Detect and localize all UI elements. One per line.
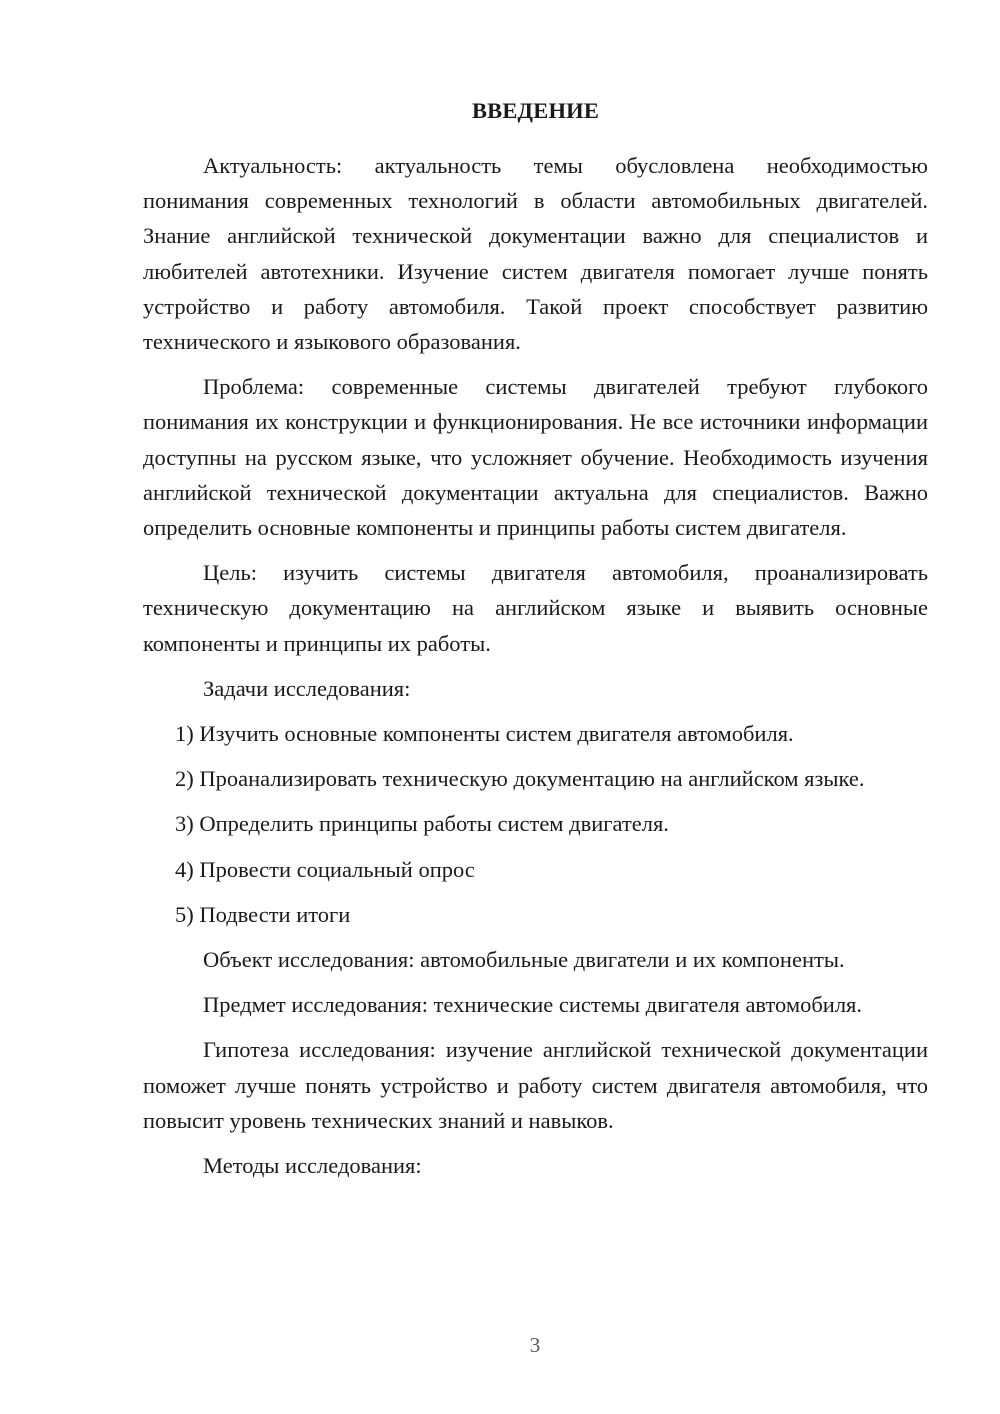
goal-paragraph: Цель: изучить системы двигателя автомобиля, проанализировать техническую документацию на английском языке и выявить основные компоненты и принципы их работы.	[143, 560, 928, 656]
document-page	[143, 93, 928, 1193]
list-item: 2) Проанализировать техническую документацию на английском языке.	[175, 766, 865, 792]
tasks-heading: Задачи исследования:	[203, 675, 411, 701]
list-item: 5) Подвести итоги	[175, 901, 351, 927]
list-item: 4) Провести социальный опрос	[175, 856, 475, 882]
problem-paragraph: Проблема: современные системы двигателей требуют глубокого понимания их конструкции и функционирования. Не все источники информации доступны на русском языке, что усложняет обучение. Необходимость изучения английской технической документации актуальна для специалистов. Важно определить основные компоненты и принципы работы систем двигателя.	[143, 374, 928, 541]
methods-heading: Методы исследования:	[203, 1153, 422, 1179]
hypothesis-paragraph: Гипотеза исследования: изучение английской технической документации поможет лучше понять устройство и работу систем двигателя автомобиля, что повысит уровень технических знаний и навыков.	[143, 1037, 928, 1133]
relevance-paragraph: Актуальность: актуальность темы обусловлена необходимостью понимания современных технологий в области автомобильных двигателей. Знание английской технической документации важно для специалистов и любителей автотехники. Изучение систем двигателя помогает лучше понять устройство и работу автомобиля. Такой проект способствует развитию технического и языкового образования.	[143, 153, 928, 355]
page-number: 3	[529, 1333, 541, 1357]
list-item: 3) Определить принципы работы систем двигателя.	[175, 811, 669, 837]
list-item: 1) Изучить основные компоненты систем двигателя автомобиля.	[175, 721, 794, 747]
subject-paragraph: Предмет исследования: технические системы двигателя автомобиля.	[203, 992, 863, 1018]
object-paragraph: Объект исследования: автомобильные двигатели и их компоненты.	[203, 947, 845, 973]
tasks-list	[143, 716, 928, 932]
section-title: ВВЕДЕНИЕ	[471, 98, 600, 123]
